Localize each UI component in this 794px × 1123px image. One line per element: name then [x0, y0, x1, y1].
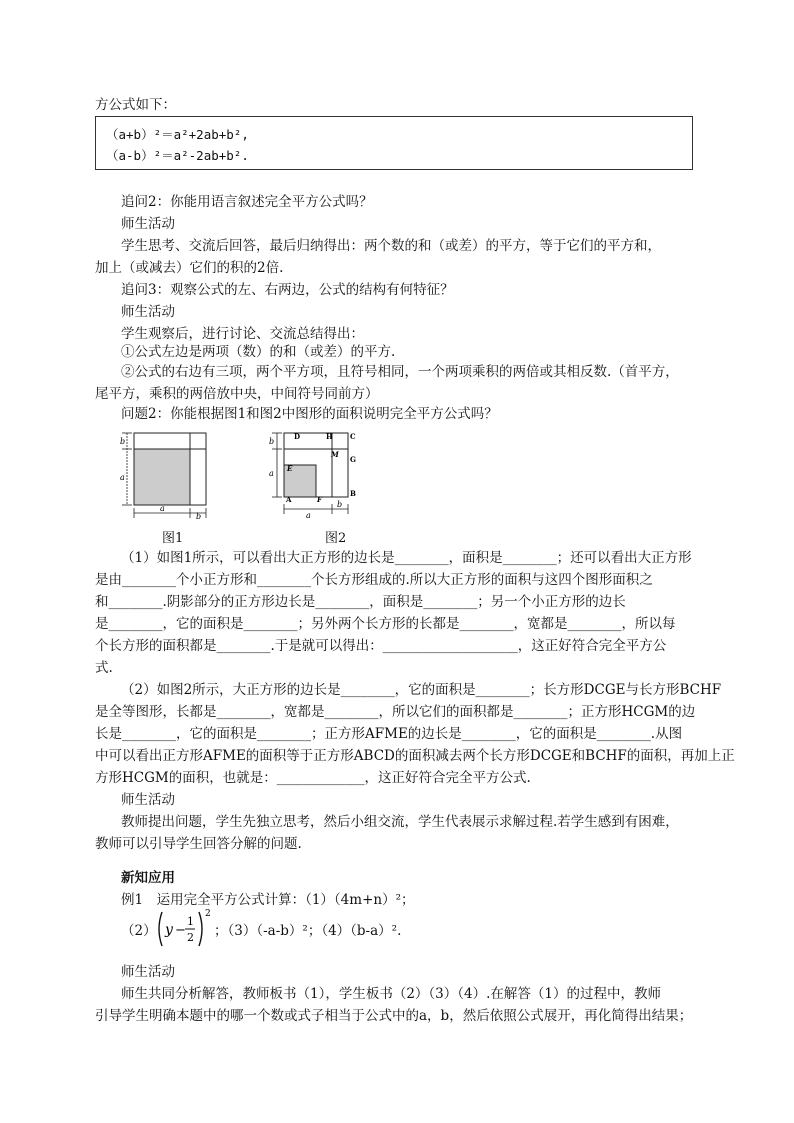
activity-heading-3: 师生活动 — [121, 792, 175, 808]
fig2-label-D: D — [294, 432, 301, 441]
fig1-label-b-bottom: b — [196, 512, 202, 520]
solution-2-line-2: 是全等图形，长都是________，宽都是________，所以它们的面积都是________；正方形HCGM的边 — [95, 704, 696, 720]
paragraph-2-line-3: ②公式的右边有三项，两个平方项，且符号相同，一个两项乘积的两倍或其相反数.（首平方， — [121, 364, 679, 380]
formula-diff: （a-b）²＝a²-2ab+b². — [106, 148, 249, 163]
figure-1-diagram — [118, 428, 218, 520]
fig2-label-a-left: a — [269, 469, 274, 478]
activity-heading-2: 师生活动 — [121, 304, 175, 320]
paragraph-2-line-1: 学生观察后，进行讨论、交流总结得出： — [121, 326, 364, 342]
fig1-shaded-square — [134, 449, 190, 505]
paragraph-3-line-2: 教师可以引导学生回答分解的问题. — [95, 836, 302, 852]
example-1-line-1: 例1 运用完全平方公式计算：（1）（4m+n）²； — [121, 892, 415, 908]
fig2-label-F: F — [317, 495, 322, 504]
math-exponent: 2 — [205, 909, 211, 919]
fig2-label-G: G — [350, 455, 356, 464]
paragraph-2-line-4: 尾平方，乘积的两倍放中央，中间符号同前方） — [95, 386, 379, 402]
solution-1-line-5: 个长方形的面积都是________.于是就可以得出：____________________，这正好符合完全平方公 — [95, 638, 667, 654]
fig2-label-C: C — [350, 432, 356, 441]
fig2-label-H: H — [326, 432, 333, 441]
paragraph-2-line-2: ①公式左边是两项（数）的和（或差）的平方. — [121, 344, 396, 360]
fig1-label-b-left: b — [120, 437, 126, 446]
paragraph-1-line-2: 加上（或减去）它们的积的2倍. — [95, 260, 284, 276]
solution-1-line-3: 和________.阴影部分的正方形边长是________，面积是________；另一个小正方形的边长 — [95, 594, 626, 610]
paragraph-1-line-1: 学生思考、交流后回答，最后归纳得出：两个数的和（或差）的平方，等于它们的平方和， — [121, 238, 661, 254]
solution-1-line-1: （1）如图1所示，可以看出大正方形的边长是________，面积是________；还可以看出大正方形 — [121, 550, 692, 566]
paragraph-3-line-1: 教师提出问题，学生先独立思考，然后小组交流，学生代表展示求解过程.若学生感到有困难， — [121, 814, 679, 830]
section-title: 新知应用 — [121, 870, 175, 886]
example-1-fraction-expression — [156, 906, 212, 952]
solution-1-line-2: 是由________个小正方形和________个长方形组成的.所以大正方形的面积与这四个图形面积之 — [95, 572, 653, 588]
figure-2-diagram — [266, 428, 366, 520]
intro-text: 方公式如下： — [95, 97, 176, 113]
solution-1-line-6: 式. — [95, 660, 113, 676]
followup-question-2: 追问2：你能用语言叙述完全平方公式吗？ — [121, 194, 373, 210]
math-numerator: 1 — [187, 915, 194, 928]
fig2-label-M: M — [331, 450, 339, 459]
formula-sum: （a+b）²＝a²+2ab+b², — [106, 127, 249, 142]
fig1-label-a-left: a — [120, 473, 125, 482]
solution-2-line-4: 中可以看出正方形AFME的面积等于正方形ABCD的面积减去两个长方形DCGE和BCHF的面积，再加上正 — [95, 748, 735, 764]
formula-box — [95, 116, 693, 170]
example-1-part2-prefix: （2） — [121, 923, 157, 939]
solution-2-line-1: （2）如图2所示，大正方形的边长是________，它的面积是________；长方形DCGE与长方形BCHF — [121, 682, 722, 698]
paragraph-4-line-1: 师生共同分析解答，教师板书（1），学生板书（2）（3）（4）.在解答（1）的过程中，教师 — [121, 986, 661, 1002]
paragraph-4-line-2: 引导学生明确本题中的哪一个数或式子相当于公式中的a，b，然后依照公式展开，再化简得出结果； — [95, 1008, 693, 1024]
solution-2-line-5: 方形HCGM的面积，也就是：_____________，这正好符合完全平方公式. — [95, 770, 531, 786]
followup-question-3: 追问3：观察公式的左、右两边，公式的结构有何特征？ — [121, 282, 454, 298]
math-denominator: 2 — [187, 931, 194, 944]
solution-1-line-4: 是________，它的面积是________；另外两个长方形的长都是________，宽都是________，所以每 — [95, 616, 676, 632]
fig2-label-E: E — [287, 464, 293, 473]
math-y: y — [165, 922, 173, 938]
activity-heading-4: 师生活动 — [121, 964, 175, 980]
activity-heading-1: 师生活动 — [121, 216, 175, 232]
figure-1-caption: 图1 — [162, 531, 184, 546]
figure-2-caption: 图2 — [325, 531, 347, 546]
fig2-label-B: B — [350, 489, 356, 498]
fig2-label-b-left: b — [269, 437, 275, 446]
solution-2-line-3: 长是________，它的面积是________；正方形AFME的边长是________，它的面积是________.从图 — [95, 726, 683, 742]
fig1-label-a-bottom: a — [160, 504, 165, 513]
fig2-label-A: A — [286, 495, 292, 504]
example-1-part2-suffix: ；（3）（-a-b）²；（4）（b-a）². — [214, 923, 402, 939]
fig2-label-a-bottom: a — [306, 511, 311, 520]
problem-2: 问题2：你能根据图1和图2中图形的面积说明完全平方公式吗？ — [121, 406, 498, 422]
math-minus: − — [175, 923, 186, 938]
fig2-label-b-bottom: b — [337, 500, 343, 509]
